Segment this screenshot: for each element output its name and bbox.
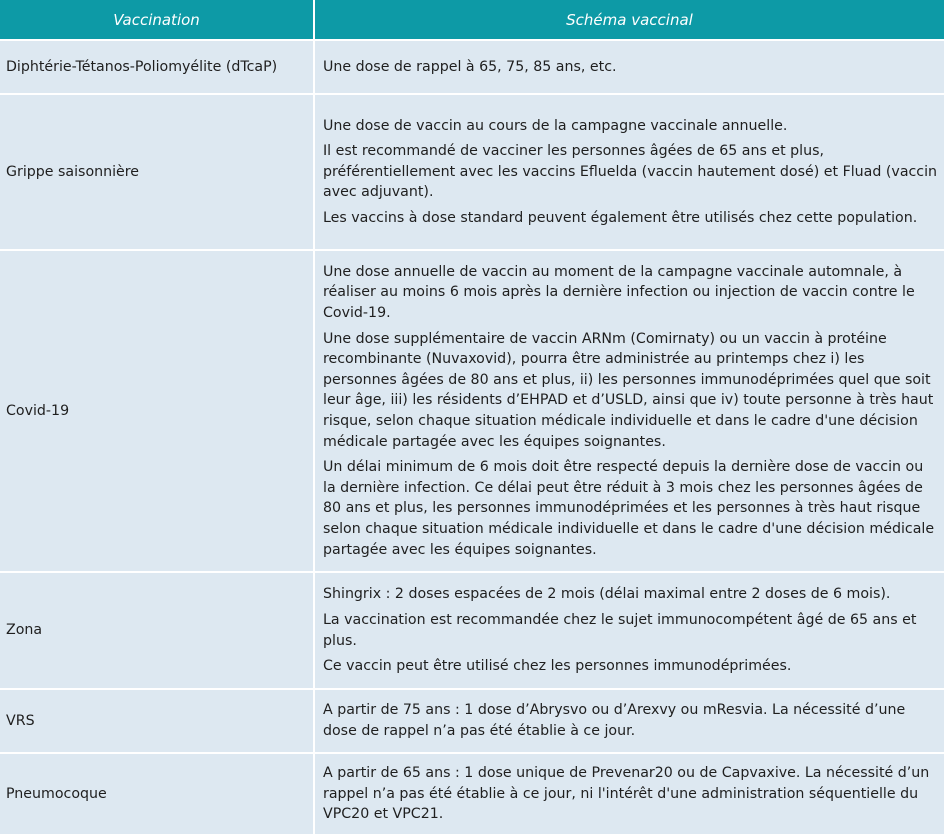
vaccine-name: Zona — [0, 572, 314, 689]
header-schema-vaccinal: Schéma vaccinal — [314, 0, 944, 40]
schedule-paragraph: Les vaccins à dose standard peuvent également être utilisés chez cette population. — [323, 209, 918, 226]
vaccine-schedule — [314, 94, 944, 250]
schedule-paragraph: A partir de 75 ans : 1 dose d’Abrysvo ou d’Arexvy ou mResvia. La nécessité d’une dose de rappel n’a pas été établie à ce jour. — [323, 702, 906, 739]
schedule-paragraph: Une dose supplémentaire de vaccin ARNm (Comirnaty) ou un vaccin à protéine recombinante (Nuvaxovid), pourra être administrée au printemps chez i) les personnes âgées de 80 ans et plus, ii) les personnes immunodéprimées quel que soit leur âge, iii) les résidents d’EHPAD et d’USLD, ainsi que iv) toute personne à très haut risque, selon chaque situation médicale individuelle et dans le cadre d'une décision médicale partagée avec les équipes soignantes. — [323, 330, 934, 450]
schedule-paragraph: Une dose de vaccin au cours de la campagne vaccinale annuelle. — [323, 117, 788, 134]
schedule-paragraph: Ce vaccin peut être utilisé chez les personnes immunodéprimées. — [323, 658, 792, 675]
vaccine-schedule — [314, 572, 944, 689]
vaccine-schedule — [314, 689, 944, 753]
schedule-paragraph: Une dose annuelle de vaccin au moment de la campagne vaccinale automnale, à réaliser au moins 6 mois après la dernière infection ou injection de vaccin contre le Covid-19. — [323, 263, 915, 322]
schedule-paragraph: Shingrix : 2 doses espacées de 2 mois (délai maximal entre 2 doses de 6 mois). — [323, 586, 891, 603]
vaccine-schedule — [314, 40, 944, 94]
table-row — [0, 94, 944, 250]
table-row — [0, 753, 944, 834]
vaccine-name: Covid-19 — [0, 250, 314, 572]
header-row — [0, 0, 944, 40]
schedule-paragraph: La vaccination est recommandée chez le sujet immunocompétent âgé de 65 ans et plus. — [323, 611, 917, 649]
vaccine-name: Pneumocoque — [0, 753, 314, 834]
schedule-paragraph: A partir de 65 ans : 1 dose unique de Prevenar20 ou de Capvaxive. La nécessité d’un rappel n’a pas été établie à ce jour, ni l'intérêt d'une administration séquentielle du VPC20 et VPC21. — [323, 765, 930, 823]
schedule-paragraph: Une dose de rappel à 65, 75, 85 ans, etc. — [323, 58, 617, 75]
table-row — [0, 250, 944, 572]
header-vaccination: Vaccination — [0, 0, 314, 40]
vaccine-schedule — [314, 250, 944, 572]
table-row — [0, 40, 944, 94]
vaccine-schedule — [314, 753, 944, 834]
schedule-paragraph: Il est recommandé de vacciner les personnes âgées de 65 ans et plus, préférentiellement avec les vaccins Efluelda (vaccin hautement dosé) et Fluad (vaccin avec adjuvant). — [323, 143, 938, 201]
vaccine-name: Diphtérie-Tétanos-Poliomyélite (dTcaP) — [0, 40, 314, 94]
table-row — [0, 689, 944, 753]
vaccine-name: Grippe saisonnière — [0, 94, 314, 250]
table-row — [0, 572, 944, 689]
vaccine-name: VRS — [0, 689, 314, 753]
schedule-paragraph: Un délai minimum de 6 mois doit être respecté depuis la dernière dose de vaccin ou la dernière infection. Ce délai peut être réduit à 3 mois chez les personnes âgées de 80 ans et plus, les personnes immunodéprimées et les personnes à très haut risque selon chaque situation médicale individuelle et dans le cadre d'une décision médicale partagée avec les équipes soignantes. — [323, 459, 935, 558]
